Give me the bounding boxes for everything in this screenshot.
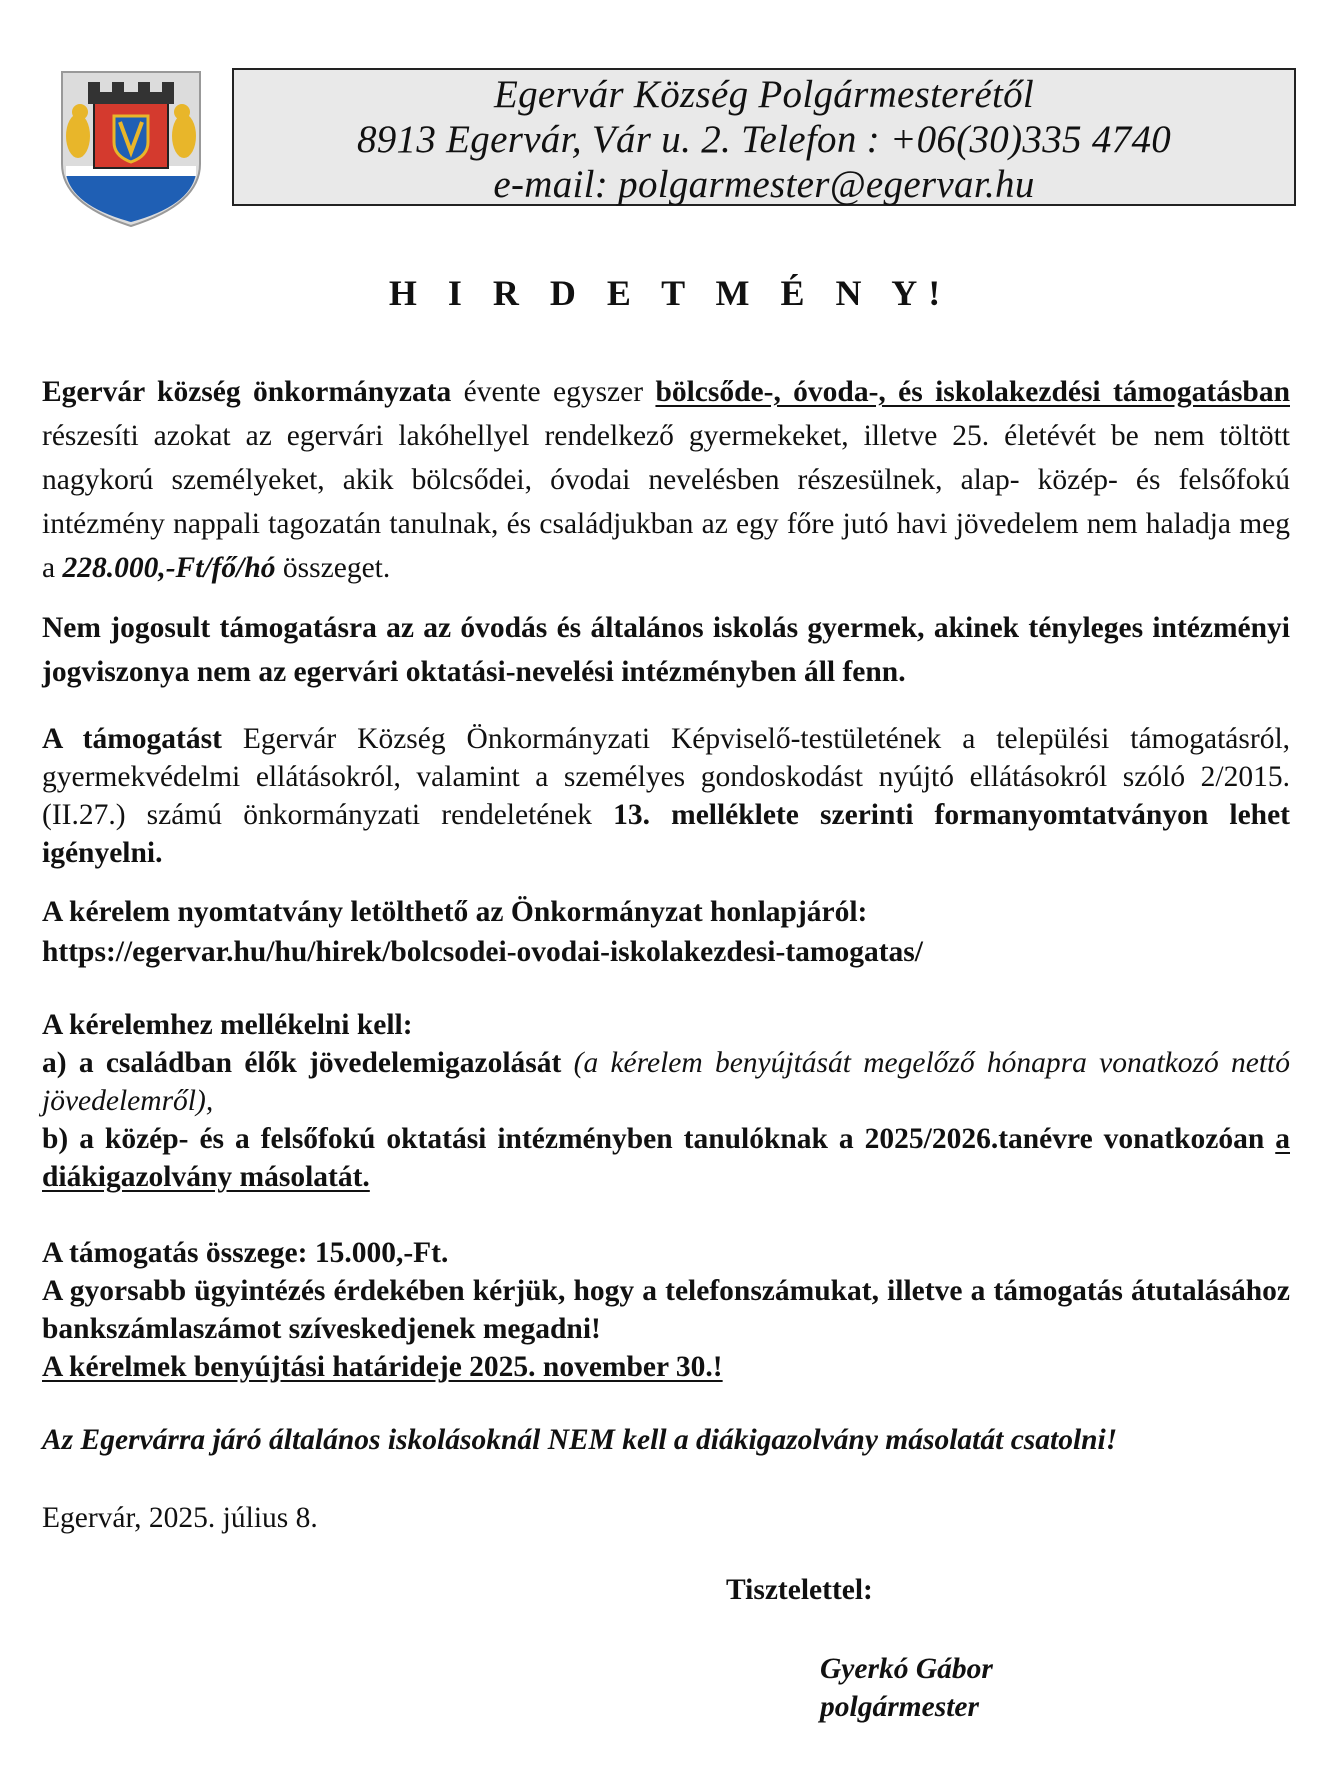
text-span: részesíti azokat az egervári lakóhellyel rendelkező gyermekeket, illetve 25. életévét be nem töltött nagykorú személyeket, akik bölcsődei, óvodai nevelésben részesülnek, alap- közép- és felsőfokú intézmény nappali tagozatán tanulnak, és családjukban az egy főre jutó havi jövedelem nem haladja meg a [42, 420, 1290, 584]
paragraph-attachments [42, 1006, 1290, 1196]
signatory-name: Gyerkó Gábor [820, 1653, 993, 1685]
paragraph-notice: Az Egervárra járó általános iskolásoknál NEM kell a diákigazolvány másolatát csatolni! [42, 1424, 1118, 1456]
greeting: Tisztelettel: [726, 1574, 873, 1606]
text-income-limit: 228.000,-Ft/fő/hó [62, 552, 276, 584]
text-span: a) a családban élők jövedelemigazolását [42, 1047, 562, 1079]
text-span: összeget. [275, 552, 391, 584]
text-form-annex: 13. melléklete szerinti formanyomtatványon lehet igényelni. [42, 799, 1290, 869]
text-span: a diákigazolvány másolatát. [42, 1123, 1290, 1193]
text-span: A támogatást [42, 723, 222, 755]
paragraph-download [42, 892, 1290, 972]
support-amount: A támogatás összege: 15.000,-Ft. [42, 1237, 449, 1269]
text-span: évente egyszer [451, 376, 656, 408]
paragraph-regulation [42, 720, 1290, 872]
contact-request: A gyorsabb ügyintézés érdekében kérjük, hogy a telefonszámukat, illetve a támogatás átutalásához bankszámlaszámot szíveskedjenek megadni! [42, 1275, 1290, 1345]
download-link[interactable]: https://egervar.hu/hu/hirek/bolcsodei-ovodai-iskolakezdesi-tamogatas/ [42, 936, 923, 968]
download-info: A kérelem nyomtatvány letölthető az Önkormányzat honlapjáról: [42, 896, 868, 928]
attachment-item-b [42, 1120, 1290, 1196]
paragraph-amount [42, 1234, 1290, 1386]
text-municipality: Egervár község önkormányzata [42, 376, 452, 408]
signature-block [820, 1650, 993, 1726]
deadline: A kérelmek benyújtási határideje 2025. november 30.! [42, 1351, 723, 1383]
attachments-heading: A kérelemhez mellékelni kell: [42, 1009, 413, 1041]
coat-of-arms-emblem [52, 54, 210, 230]
attachment-item-a [42, 1044, 1290, 1120]
text-support-type: bölcsőde-, óvoda-, és iskolakezdési támogatásban [655, 376, 1290, 408]
letterhead-address: 8913 Egervár, Vár u. 2. Telefon : +06(30)335 4740 [356, 118, 1172, 161]
place-date: Egervár, 2025. július 8. [42, 1502, 318, 1534]
signatory-role: polgármester [820, 1691, 979, 1723]
text-span: b) a közép- és a felsőfokú oktatási intézményben tanulóknak a 2025/2026.tanévre vonatkozóan [42, 1123, 1276, 1155]
paragraph-not-eligible: Nem jogosult támogatásra az az óvodás és általános iskolás gyermek, akinek tényleges intézményi jogviszonya nem az egervári oktatási-nevelési intézményben áll fenn. [42, 612, 1290, 688]
letterhead-title: Egervár Község Polgármesterétől [493, 73, 1035, 116]
announcement-title: H I R D E T M É N Y! [388, 273, 952, 313]
text-span: Egervár Község Önkormányzati Képviselő-testületének a települési támogatásról, gyermekvédelmi ellátásokról, valamint a személyes gondoskodást nyújtó ellátásokról szóló 2/2015.(II.27.) számú önkormányzati rendeletének [42, 723, 1291, 831]
text-span: (a kérelem benyújtását megelőző hónapra vonatkozó nettó jövedelemről), [42, 1047, 1290, 1117]
letterhead-box [232, 68, 1296, 206]
letterhead-email: e-mail: polgarmester@egervar.hu [493, 163, 1035, 206]
paragraph-eligibility [42, 370, 1290, 590]
